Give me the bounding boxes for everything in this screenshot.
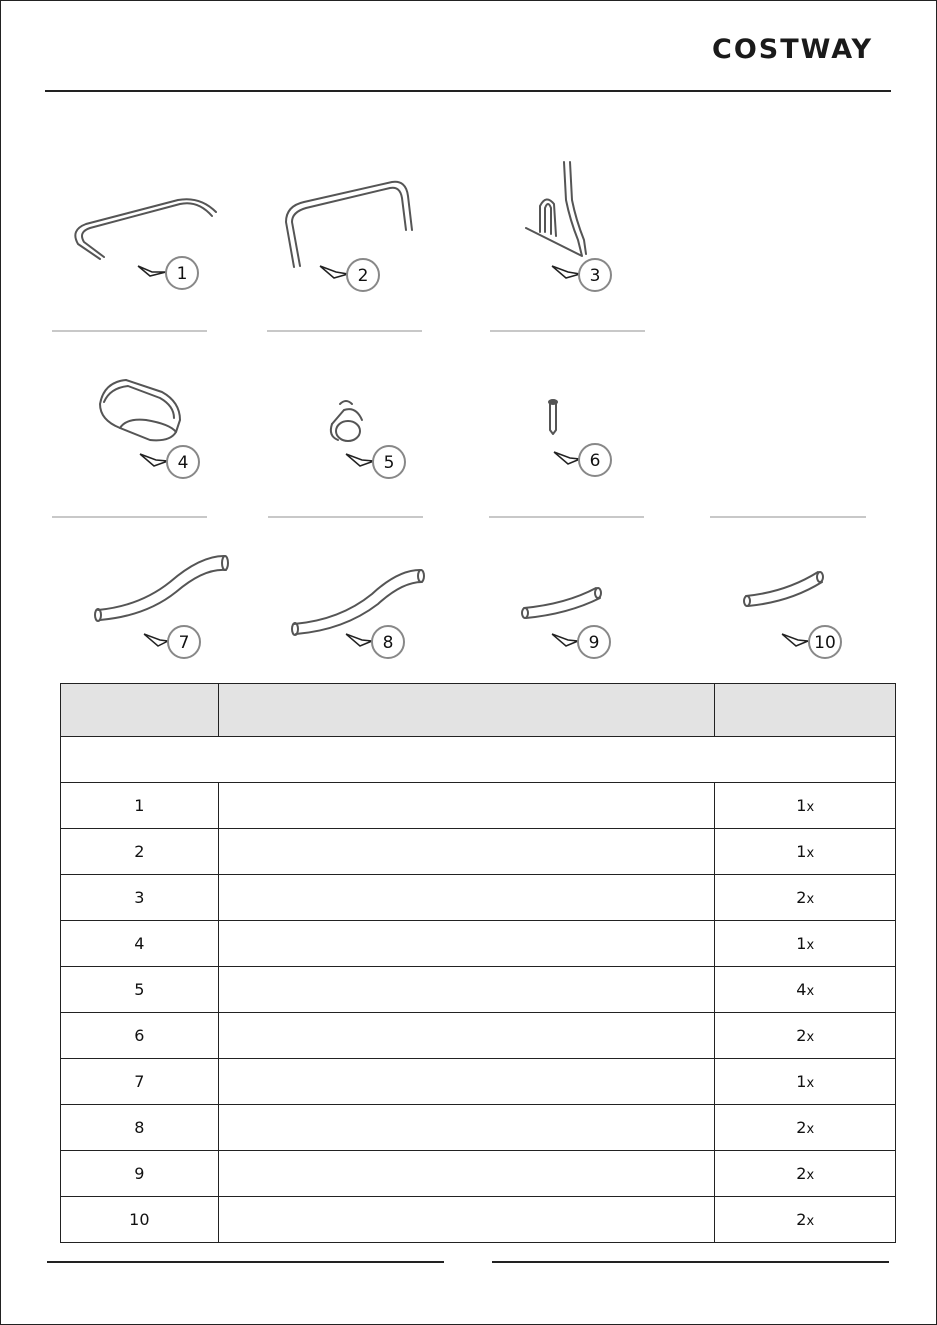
part-quantity: 1x [715, 829, 896, 875]
part-1-illustration [75, 199, 216, 259]
header-description [218, 684, 715, 737]
table-row [61, 783, 896, 829]
part-10-illustration [744, 572, 823, 606]
callout-label-2: 2 [357, 266, 369, 286]
part-quantity: 2x [715, 1197, 896, 1243]
part-8-illustration [292, 570, 424, 635]
part-quantity: 2x [715, 1013, 896, 1059]
callout-label-9: 9 [588, 633, 600, 653]
part-number: 7 [61, 1059, 219, 1105]
callout-label-1: 1 [176, 264, 188, 284]
part-3-illustration [526, 162, 586, 256]
part-7-illustration [95, 556, 228, 621]
part-number: 10 [61, 1197, 219, 1243]
part-number: 4 [61, 921, 219, 967]
part-number: 8 [61, 1105, 219, 1151]
part-description [218, 783, 715, 829]
part-description [218, 1151, 715, 1197]
part-6-illustration [549, 400, 557, 434]
part-quantity: 2x [715, 1105, 896, 1151]
separator-row2-col4 [710, 516, 866, 518]
part-description [218, 1059, 715, 1105]
header-part-no [61, 684, 219, 737]
header-gap [61, 737, 896, 783]
part-quantity: 2x [715, 875, 896, 921]
part-number: 2 [61, 829, 219, 875]
part-quantity: 1x [715, 783, 896, 829]
separator-row1-col3 [490, 330, 645, 332]
part-number: 9 [61, 1151, 219, 1197]
table-row [61, 875, 896, 921]
part-quantity: 4x [715, 967, 896, 1013]
pointer-5 [346, 454, 374, 466]
table-row [61, 921, 896, 967]
part-description [218, 1197, 715, 1243]
part-5-illustration [331, 401, 362, 441]
table-row [61, 1105, 896, 1151]
part-quantity: 1x [715, 1059, 896, 1105]
footer-rule-left [47, 1261, 444, 1263]
part-description [218, 967, 715, 1013]
callout-label-3: 3 [589, 266, 601, 286]
callout-label-5: 5 [383, 453, 395, 473]
table-header-row [61, 684, 896, 737]
separator-row2-col2 [268, 516, 423, 518]
pointer-8 [346, 634, 372, 646]
parts-table [60, 683, 896, 1243]
pointer-3 [552, 266, 580, 278]
part-9-illustration [522, 588, 601, 618]
part-number: 6 [61, 1013, 219, 1059]
part-number: 3 [61, 875, 219, 921]
pointer-1 [138, 266, 166, 276]
pointer-10 [782, 634, 808, 646]
part-quantity: 1x [715, 921, 896, 967]
part-2-illustration [286, 182, 412, 267]
separator-row2-col1 [52, 516, 207, 518]
part-description [218, 829, 715, 875]
header-quantity [715, 684, 896, 737]
separator-row1-col1 [52, 330, 207, 332]
part-description [218, 875, 715, 921]
pointer-2 [320, 266, 348, 278]
brand-logo: COSTWAY [712, 34, 874, 65]
callout-label-7: 7 [178, 633, 190, 653]
separator-row2-col3 [489, 516, 644, 518]
callout-label-10: 10 [814, 633, 836, 653]
part-number: 1 [61, 783, 219, 829]
part-description [218, 1013, 715, 1059]
separator-row1-col2 [267, 330, 422, 332]
callout-label-6: 6 [589, 451, 601, 471]
pointer-6 [554, 452, 580, 464]
table-row [61, 1059, 896, 1105]
part-description [218, 921, 715, 967]
table-row [61, 829, 896, 875]
callout-label-8: 8 [382, 633, 394, 653]
pointer-4 [140, 454, 168, 466]
pointer-9 [552, 634, 578, 646]
part-number: 5 [61, 967, 219, 1013]
footer-rule-right [492, 1261, 889, 1263]
pointer-7 [144, 634, 168, 646]
table-row [61, 1013, 896, 1059]
table-row [61, 1197, 896, 1243]
part-quantity: 2x [715, 1151, 896, 1197]
callout-label-4: 4 [177, 453, 189, 473]
part-4-illustration [100, 380, 180, 440]
part-description [218, 1105, 715, 1151]
table-row [61, 967, 896, 1013]
table-row [61, 1151, 896, 1197]
